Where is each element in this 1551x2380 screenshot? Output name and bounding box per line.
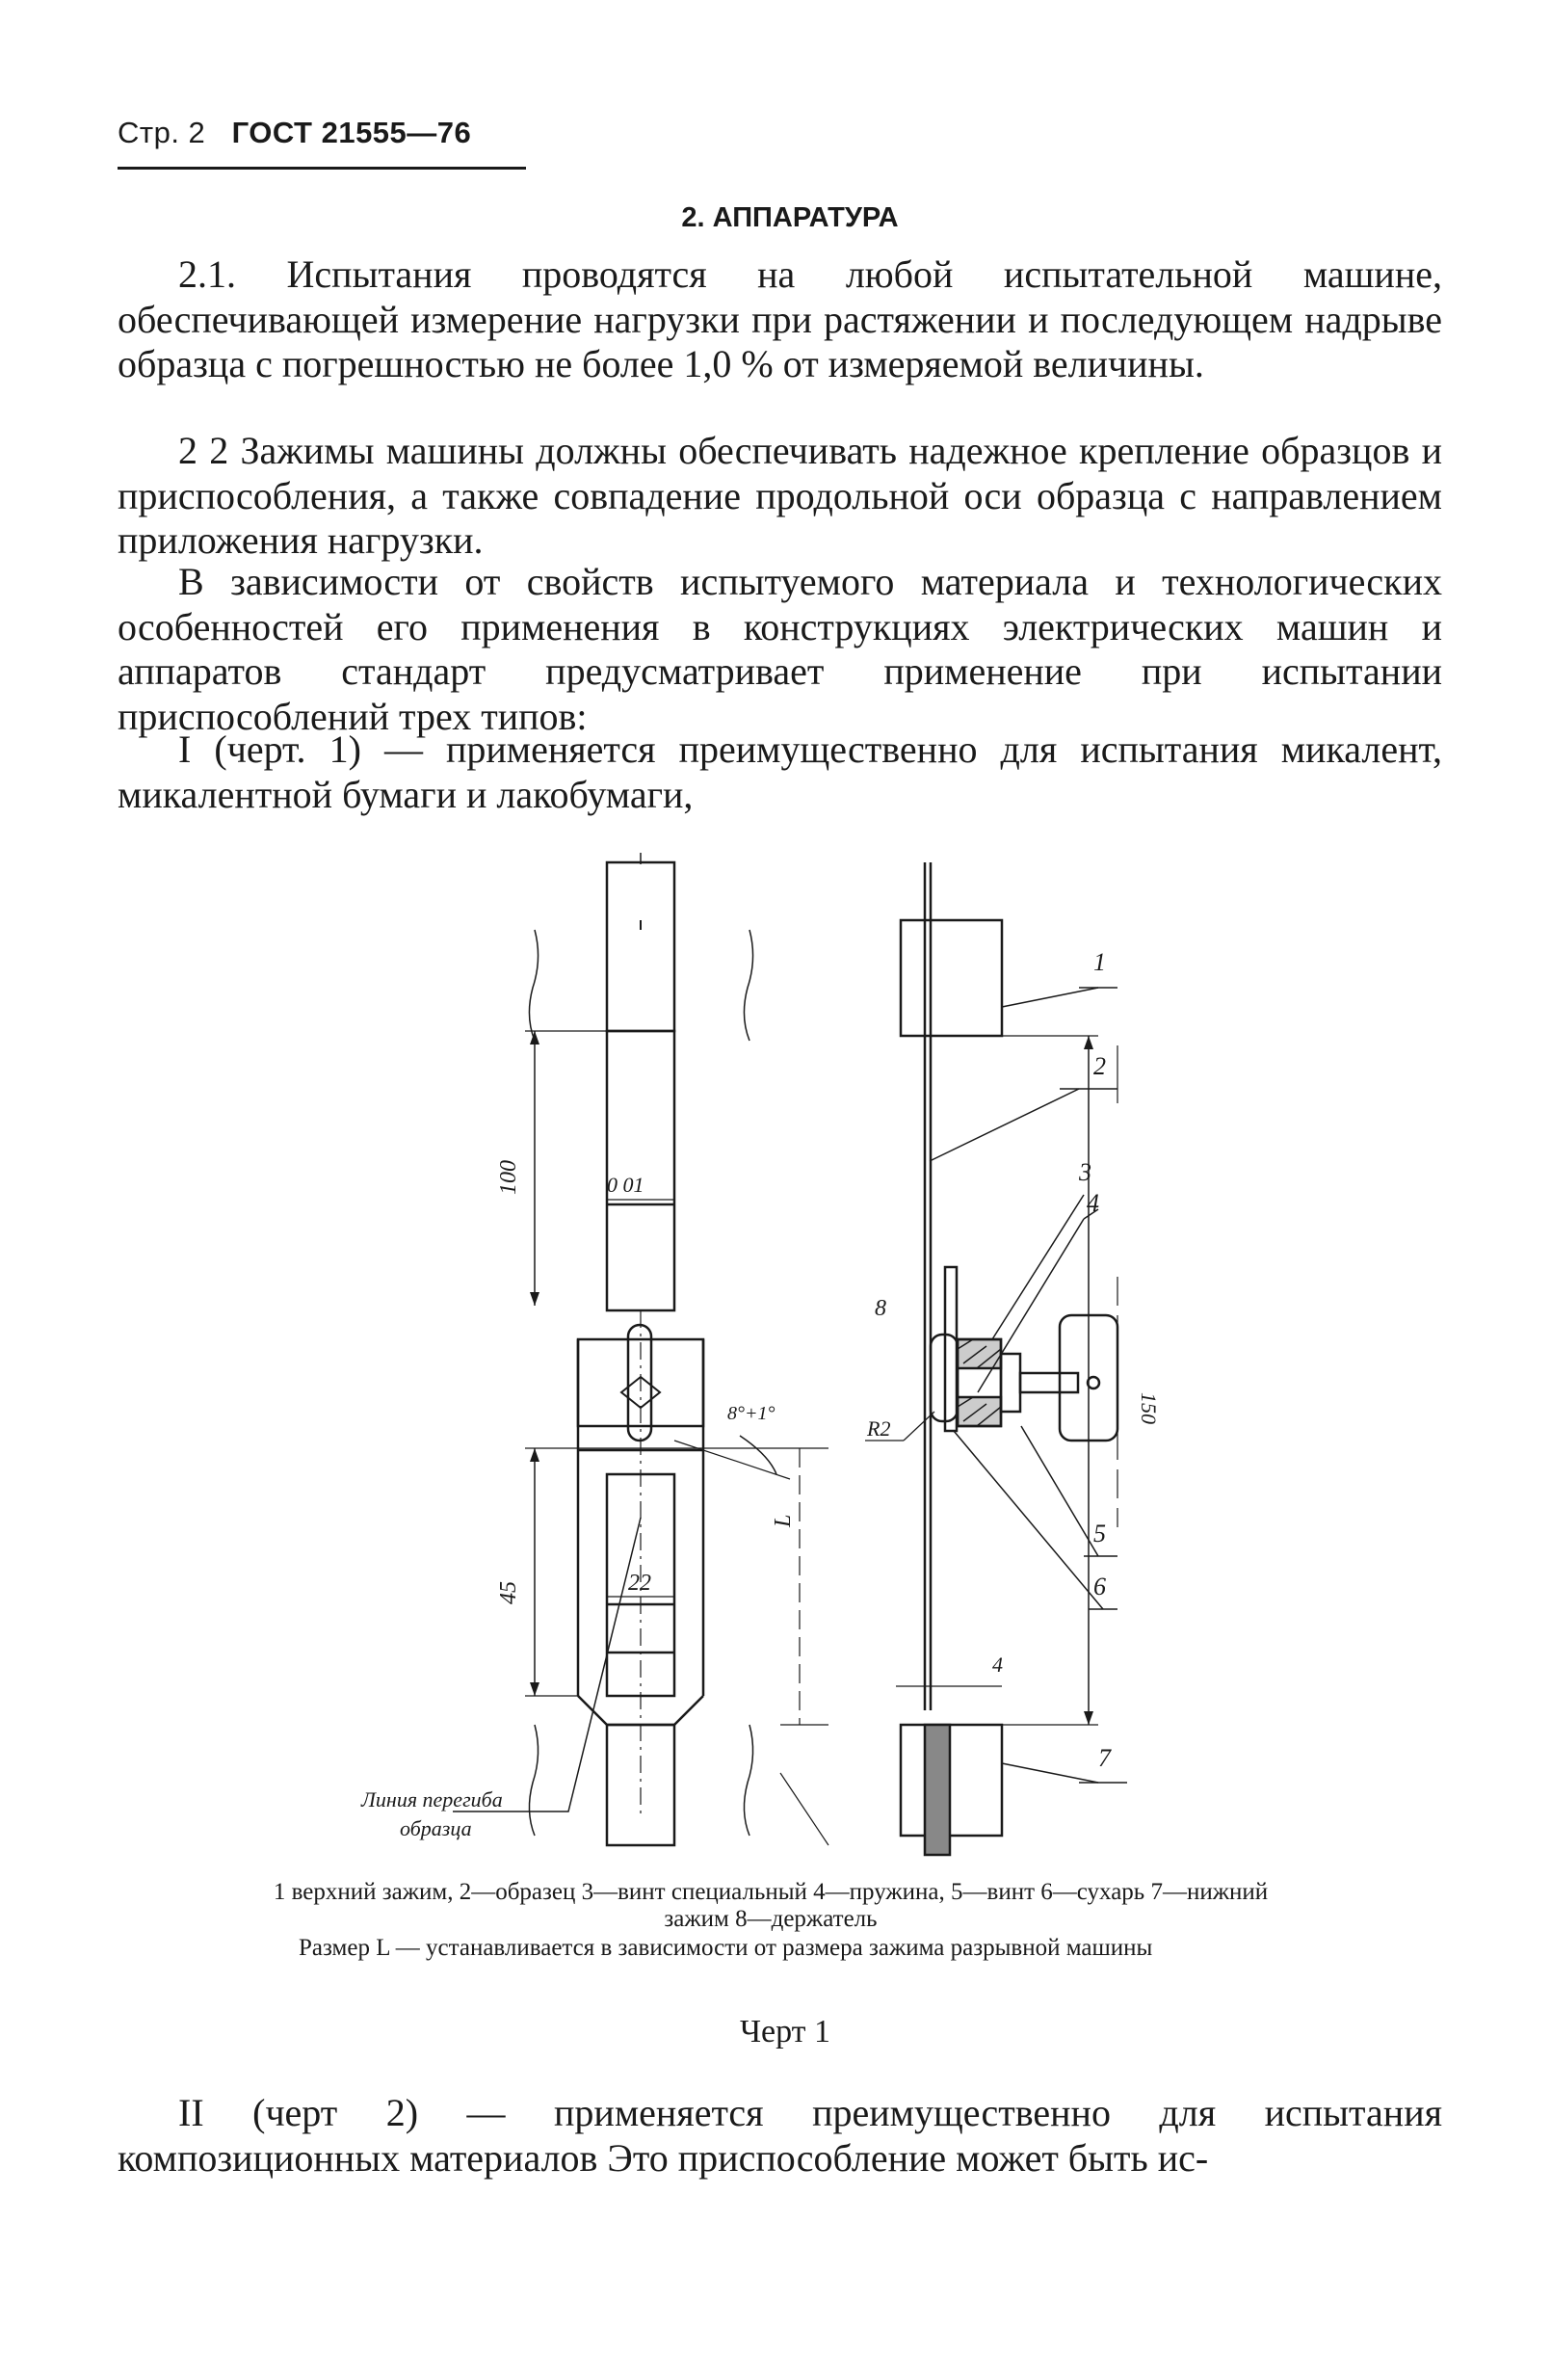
callout-6: 6 [1093, 1573, 1106, 1600]
header-rule [118, 167, 526, 170]
callout-3: 3 [1079, 1158, 1091, 1186]
paragraph-text: II (черт 2) — применяется преимущественно для испытания композиционных материалов Это приспособление может быть ис- [118, 2091, 1442, 2180]
paragraph-text: I (черт. 1) — применяется преимущественно для испытания микалент, микалентной бумаги и лакобумаги, [118, 727, 1442, 816]
upper-clamp-front [607, 862, 674, 1031]
paragraph-2-2 [118, 429, 1442, 564]
standard-number: ГОСТ 21555—76 [231, 116, 472, 149]
dim-100-label: 100 [496, 1160, 521, 1195]
figure-note: Размер L — устанавливается в зависимости от размера зажима разрывной машины [299, 1935, 1153, 1961]
callout-4: 4 [1087, 1189, 1099, 1217]
front-view [360, 853, 828, 1845]
callout-1: 1 [1093, 948, 1106, 976]
dim-angle-label: 8°+1° [727, 1403, 776, 1424]
callout-5: 5 [1093, 1520, 1106, 1547]
dim-R2-label: R2 [867, 1416, 891, 1441]
page-header [118, 116, 471, 150]
dim-150-label: 150 [1137, 1392, 1161, 1424]
bend-line-label-1: Линия перегиба [361, 1787, 503, 1811]
figure-label: Черт 1 [739, 2014, 831, 2049]
bend-line-label-2: образца [400, 1816, 472, 1840]
figure-legend: 1 верхний зажим, 2—образец 3—винт специальный 4—пружина, 5—винт 6—сухарь 7—нижний зажим 8—держатель [273, 1879, 1269, 1932]
paragraph-types [118, 560, 1442, 739]
lower-clamp-side [901, 1725, 1002, 1836]
paragraph-text: В зависимости от свойств испытуемого материала и технологических особенностей его применения в конструкциях электрических машин и аппаратов стандарт предусматривает применение при испытании приспособлений трех типов: [118, 560, 1442, 738]
section-title: 2. АППАРАТУРА [681, 202, 899, 233]
dim-001-label: 0 01 [607, 1173, 644, 1197]
callout-7: 7 [1098, 1744, 1111, 1772]
paragraph-text: 2.1. Испытания проводятся на любой испытательной машине, обеспечивающей измерение нагрузки при растяжении и последующем надрыве образца с погрешностью не более 1,0 % от измеряемой величины. [118, 252, 1442, 385]
side-view [865, 862, 1161, 1855]
paragraph-text: 2 2 Зажимы машины должны обеспечивать надежное крепление образцов и приспособления, а также совпадение продольной оси образца с направлением приложения нагрузки. [118, 429, 1442, 562]
technical-drawing [328, 853, 1310, 1864]
specimen-front [607, 1031, 674, 1310]
dim-22-label: 22 [628, 1571, 651, 1596]
paragraph-2-1 [118, 252, 1442, 387]
dim-L-label: L [771, 1514, 796, 1527]
dim-4-label: 4 [992, 1653, 1003, 1677]
paragraph-type-1 [118, 727, 1442, 817]
dim-45-label: 45 [496, 1581, 521, 1604]
lower-clamp-front [607, 1725, 674, 1845]
upper-clamp-side [901, 920, 1002, 1036]
page-number: Стр. 2 [118, 116, 206, 149]
label-8: 8 [875, 1296, 886, 1321]
callout-2: 2 [1093, 1052, 1106, 1080]
paragraph-type-2 [118, 2091, 1442, 2181]
